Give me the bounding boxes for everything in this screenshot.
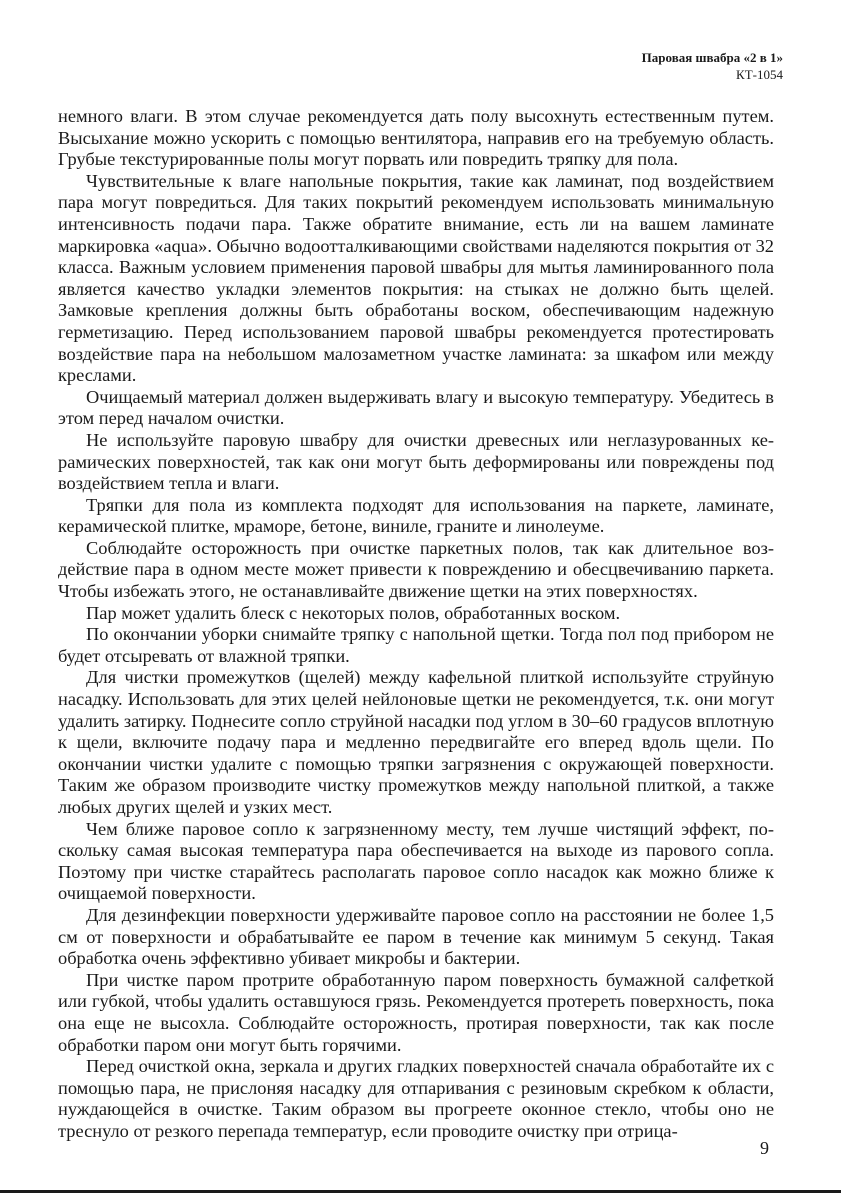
paragraph: Для чистки промежутков (щелей) между кафельной плиткой используйте струйную насадку. Использовать для этих целей нейлоновые щетки не рекомендуется, т.к. они могут удалить затирку. Поднесите сопло струйной насадки под углом в 30–60 градусов вплотную к щели, включите подачу пара и медленно передвигайте его вперед вдоль щели. По окончании чистки удалите с помощью тряпки загрязнения с окружающей поверхности. Таким же образом производите чистку промежутков между напольной плиткой, а также любых других щелей и узких мест. (58, 667, 774, 817)
paragraph: Не используйте паровую швабру для очистки древесных или неглазурованных керамических поверхностей, так как они могут быть деформированы или повреждены под воздействием тепла и влаги. (58, 429, 774, 494)
page-number: 9 (760, 1138, 769, 1158)
paragraph: Чувствительные к влаге напольные покрытия, такие как ламинат, под воздействием пара могут повредиться. Для таких покрытий рекомендуем использовать минимальную интенсивность подачи пара. Также обратите внимание, есть ли на вашем ламинате маркировка «aqua». Обычно водоотталкивающими свойствами наделяются покрытия от 32 класса. Важным условием применения паровой швабры для мытья ламинированного пола является качество укладки элементов покрытия: на стыках не должно быть щелей. Замковые крепления должны быть обработаны воском, обеспечивающим надежную герметизацию. Перед использованием паровой швабры рекомендуется протестировать воздействие пара на небольшом малозаметном участке ламината: за шкафом или между креслами. (58, 170, 774, 386)
paragraph: Пар может удалить блеск с некоторых полов, обработанных воском. (86, 602, 621, 623)
paragraph: По окончании уборки снимайте тряпку с напольной щетки. Тогда пол под прибором не будет отсыревать от влажной тряпки. (58, 624, 774, 666)
product-model: КТ-1054 (736, 67, 783, 82)
body-text (58, 106, 774, 1143)
paragraph: Чем ближе паровое сопло к загрязненному месту, тем лучше чистящий эффект, поскольку самая высокая температура пара обеспечивается на выходе из парового сопла. Поэтому при чистке старайтесь располагать паровое сопло насадок как можно ближе к очищаемой поверхности. (58, 818, 774, 904)
page-header (642, 49, 783, 83)
paragraph: Соблюдайте осторожность при очистке паркетных полов, так как длительное воздействие пара в одном месте может привести к повреждению и обесцвечиванию паркета. Чтобы избежать этого, не останавливайте движение щетки на этих поверхностях. (58, 537, 774, 602)
paragraph: Очищаемый материал должен выдерживать влагу и высокую температуру. Убедитесь в этом перед началом очистки. (58, 386, 774, 429)
paragraph: Для дезинфекции поверхности удерживайте паровое сопло на расстоянии не более 1,5 см от поверхности и обрабатывайте ее паром в течение как минимум 5 секунд. Такая обработка очень эффективно убивает микробы и бактерии. (58, 904, 774, 969)
paragraph: Тряпки для пола из комплекта подходят для использования на паркете, ламинате, керамической плитке, мраморе, бетоне, виниле, граните и линолеуме. (58, 494, 774, 537)
product-title: Паровая швабра «2 в 1» (641, 50, 783, 65)
paragraph: При чистке паром протрите обработанную паром поверхность бумажной салфеткой или губкой, чтобы удалить оставшуюся грязь. Рекомендуется протереть поверхность, пока она еще не высохла. Соблюдайте осторожность, протирая поверхности, так как после обработки паром они могут быть горячими. (58, 969, 774, 1055)
bottom-divider (0, 1190, 841, 1193)
paragraph: немного влаги. В этом случае рекомендуется дать полу высохнуть естественным путем. Высыхание можно ускорить с помощью вентилятора, направив его на требуемую область. Грубые текстурированные полы могут порвать или повредить тряпку для пола. (58, 106, 774, 170)
paragraph: Перед очисткой окна, зеркала и других гладких поверхностей сначала обработайте их с помощью пара, не прислоняя насадку для отпаривания с резиновым скребком к области, нуждающейся в очистке. Таким образом вы прогреете оконное стекло, чтобы оно не треснуло от резкого перепада температур, если проводите очистку при отрица- (58, 1056, 774, 1141)
